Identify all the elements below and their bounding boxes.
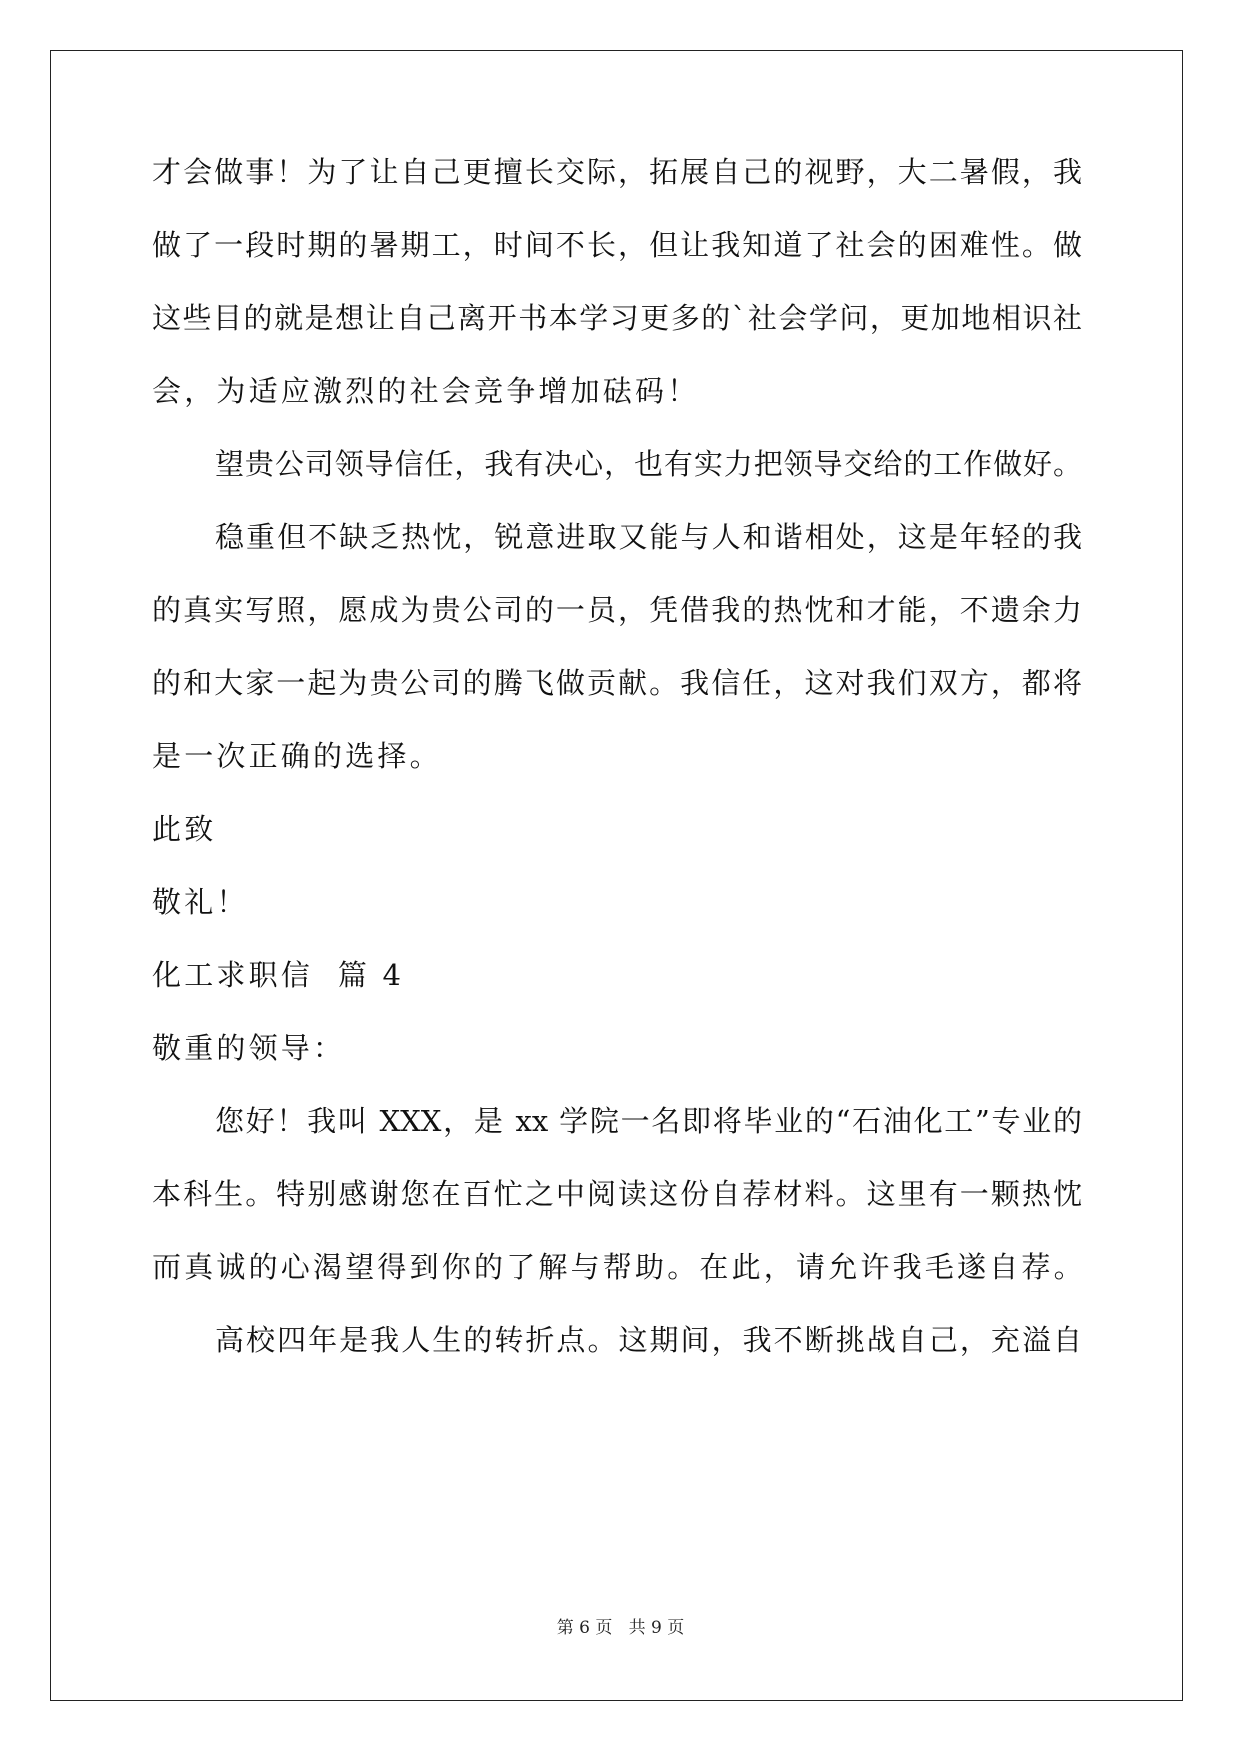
section-heading: 化工求职信 篇 4 bbox=[152, 958, 405, 992]
text-line: 才会做事！为了让自己更擅长交际，拓展自己的视野，大二暑假，我 bbox=[152, 155, 1082, 189]
text-line: 会，为适应激烈的社会竞争增加砝码！ bbox=[152, 374, 700, 408]
text-line: 而真诚的心渴望得到你的了解与帮助。在此，请允许我毛遂自荐。 bbox=[152, 1250, 1086, 1284]
salutation-line: 敬礼！ bbox=[152, 885, 249, 919]
text-line: 您好！我叫 XXX，是 xx 学院一名即将毕业的“石油化工”专业的 bbox=[215, 1104, 1082, 1138]
text-line: 的真实写照，愿成为贵公司的一员，凭借我的热忱和才能，不遗余力 bbox=[152, 593, 1082, 627]
text-line: 的和大家一起为贵公司的腾飞做贡献。我信任，这对我们双方，都将 bbox=[152, 666, 1082, 700]
text-line: 这些目的就是想让自己离开书本学习更多的`社会学问，更加地相识社 bbox=[152, 301, 1082, 335]
text-line: 稳重但不缺乏热忱，锐意进取又能与人和谐相处，这是年轻的我 bbox=[215, 520, 1082, 554]
text-line: 做了一段时期的暑期工，时间不长，但让我知道了社会的困难性。做 bbox=[152, 228, 1082, 262]
page-number-label: 第 6 页 共 9 页 bbox=[556, 1618, 685, 1638]
greeting-line: 敬重的领导： bbox=[152, 1031, 346, 1065]
page-footer bbox=[0, 1616, 1241, 1640]
text-line: 本科生。特别感谢您在百忙之中阅读这份自荐材料。这里有一颗热忱 bbox=[152, 1177, 1082, 1211]
text-line: 望贵公司领导信任，我有决心，也有实力把领导交给的工作做好。 bbox=[215, 447, 1082, 481]
text-line: 高校四年是我人生的转折点。这期间，我不断挑战自己，充溢自 bbox=[215, 1323, 1082, 1357]
text-line: 是一次正确的选择。 bbox=[152, 739, 442, 773]
closing-line: 此致 bbox=[152, 812, 217, 846]
